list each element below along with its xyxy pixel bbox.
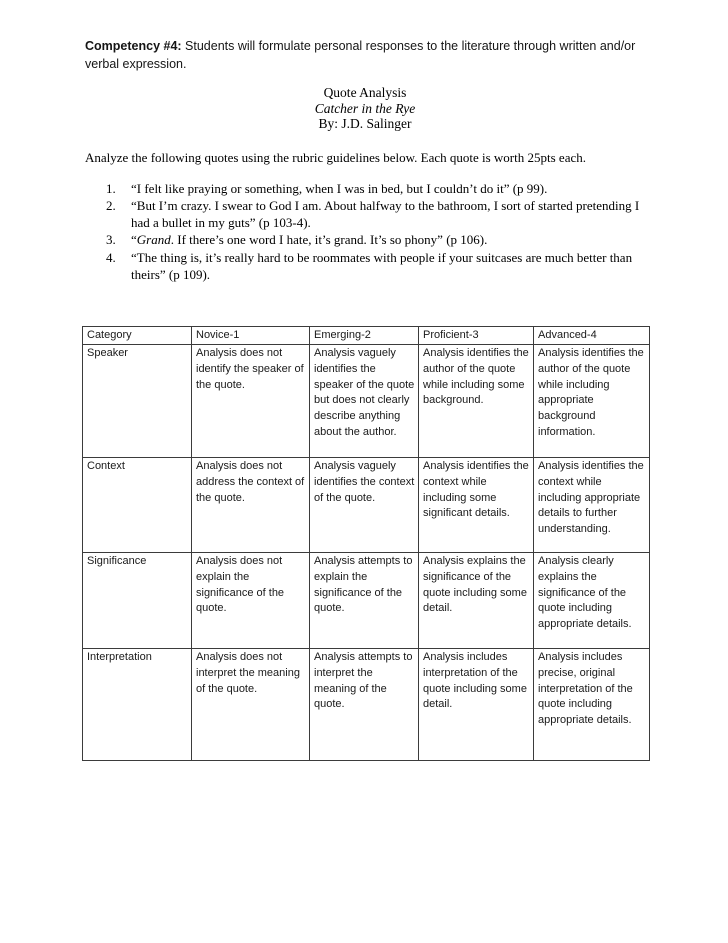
rubric-cell: Analysis vaguely identifies the context of the quote.: [310, 458, 419, 553]
rubric-row-context: [83, 458, 650, 553]
rubric-cell: Analysis identifies the author of the quote while including some background.: [419, 345, 534, 458]
title-block: [85, 85, 645, 132]
quote-list: [85, 180, 651, 284]
rubric-cell: Analysis attempts to interpret the meaning of the quote.: [310, 649, 419, 761]
rubric-cell: Analysis identifies the context while including appropriate details to further understanding.: [534, 458, 650, 553]
rubric-category-cell: Context: [83, 458, 192, 553]
quote-text: [131, 232, 487, 247]
quote-text-open: “: [131, 232, 137, 248]
rubric-category-cell: Speaker: [83, 345, 192, 458]
rubric-cell: Analysis identifies the context while including some significant details.: [419, 458, 534, 553]
competency-text: Students will formulate personal responses to the literature through written and/or verbal expression.: [85, 39, 636, 71]
rubric-cell: Analysis vaguely identifies the speaker of the quote but does not clearly describe anything about the author.: [310, 345, 419, 458]
rubric-header-novice: Novice-1: [192, 327, 310, 345]
quote-item: [85, 197, 651, 232]
rubric-header-row: [83, 327, 650, 345]
quote-item: [85, 231, 651, 248]
competency-label: Competency #4:: [85, 39, 182, 53]
rubric-row-interpretation: [83, 649, 650, 761]
author-line: By: J.D. Salinger: [318, 116, 412, 131]
quote-item: [85, 249, 651, 284]
quote-text: “I felt like praying or something, when I was in bed, but I couldn’t do it” (p 99).: [131, 180, 548, 196]
doc-title: Quote Analysis: [323, 85, 407, 100]
quote-number: 2.: [106, 197, 116, 213]
rubric-category-cell: Significance: [83, 553, 192, 649]
rubric-cell: Analysis does not explain the significance of the quote.: [192, 553, 310, 649]
rubric-header-emerging: Emerging-2: [310, 327, 419, 345]
book-title: Catcher in the Rye: [314, 100, 416, 116]
rubric-cell: Analysis explains the significance of the quote including some detail.: [419, 553, 534, 649]
quote-number: 4.: [106, 249, 116, 265]
rubric-table: [82, 326, 650, 761]
rubric-row-speaker: [83, 345, 650, 458]
quote-text-rest: . If there’s one word I hate, it’s grand. It’s so phony” (p 106).: [170, 232, 488, 248]
rubric-cell: Analysis does not identify the speaker of the quote.: [192, 345, 310, 458]
quote-number: 3.: [106, 232, 116, 248]
rubric-cell: Analysis attempts to explain the significance of the quote.: [310, 553, 419, 649]
competency-statement: [85, 38, 645, 73]
rubric-header-advanced: Advanced-4: [534, 327, 650, 345]
rubric-header-category: Category: [83, 327, 192, 345]
rubric-cell: Analysis does not address the context of the quote.: [192, 458, 310, 553]
rubric-cell: Analysis includes precise, original interpretation of the quote including appropriate details.: [534, 649, 650, 761]
quote-text-italic: Grand: [136, 232, 171, 248]
rubric-header-proficient: Proficient-3: [419, 327, 534, 345]
rubric-cell: Analysis does not interpret the meaning of the quote.: [192, 649, 310, 761]
rubric-cell: Analysis clearly explains the significance of the quote including appropriate details.: [534, 553, 650, 649]
quote-text: “But I’m crazy. I swear to God I am. About halfway to the bathroom, I sort of started pretending I had a bullet in my guts” (p 103-4).: [131, 197, 640, 231]
rubric-category-cell: Interpretation: [83, 649, 192, 761]
quote-item: [85, 180, 651, 197]
rubric-row-significance: [83, 553, 650, 649]
quote-text: “The thing is, it’s really hard to be roommates with people if your suitcases are much better than theirs” (p 109).: [131, 249, 633, 282]
rubric-cell: Analysis includes interpretation of the quote including some detail.: [419, 649, 534, 761]
rubric-cell: Analysis identifies the author of the quote while including appropriate background information.: [534, 345, 650, 458]
quote-number: 1.: [106, 180, 116, 196]
instructions: Analyze the following quotes using the rubric guidelines below. Each quote is worth 25pts each.: [85, 149, 586, 165]
